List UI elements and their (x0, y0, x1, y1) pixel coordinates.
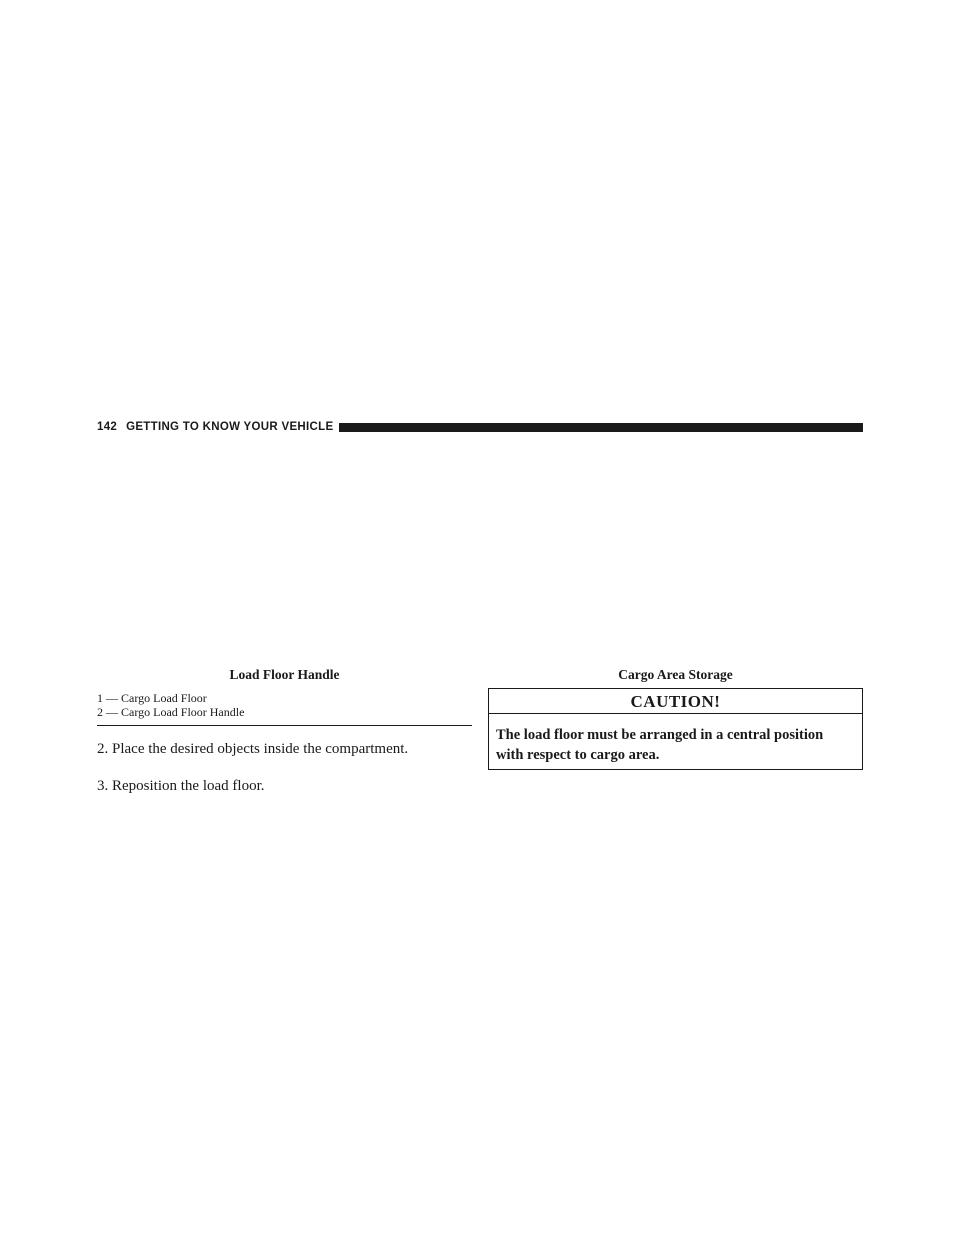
caution-line: The load floor must be arranged in a central position (496, 727, 824, 743)
caution-body (489, 714, 862, 765)
caution-box (488, 688, 863, 770)
page-number: 142 (97, 421, 118, 433)
caution-title: CAUTION! (489, 689, 862, 714)
step-item: 3. Reposition the load floor. (97, 778, 265, 794)
step-item: 2. Place the desired objects inside the compartment. (97, 741, 409, 757)
legend-item: 1 — Cargo Load Floor (97, 691, 207, 705)
page-header (97, 420, 863, 434)
figure-legend (97, 691, 472, 726)
figure-caption-cargo-area-storage: Cargo Area Storage (618, 667, 733, 682)
legend-item: 2 — Cargo Load Floor Handle (97, 705, 245, 719)
section-title: GETTING TO KNOW YOUR VEHICLE (126, 421, 334, 433)
caution-line: with respect to cargo area. (496, 747, 660, 763)
figure-caption-load-floor-handle: Load Floor Handle (229, 667, 340, 682)
instruction-steps (97, 740, 477, 814)
header-rule (339, 423, 863, 432)
